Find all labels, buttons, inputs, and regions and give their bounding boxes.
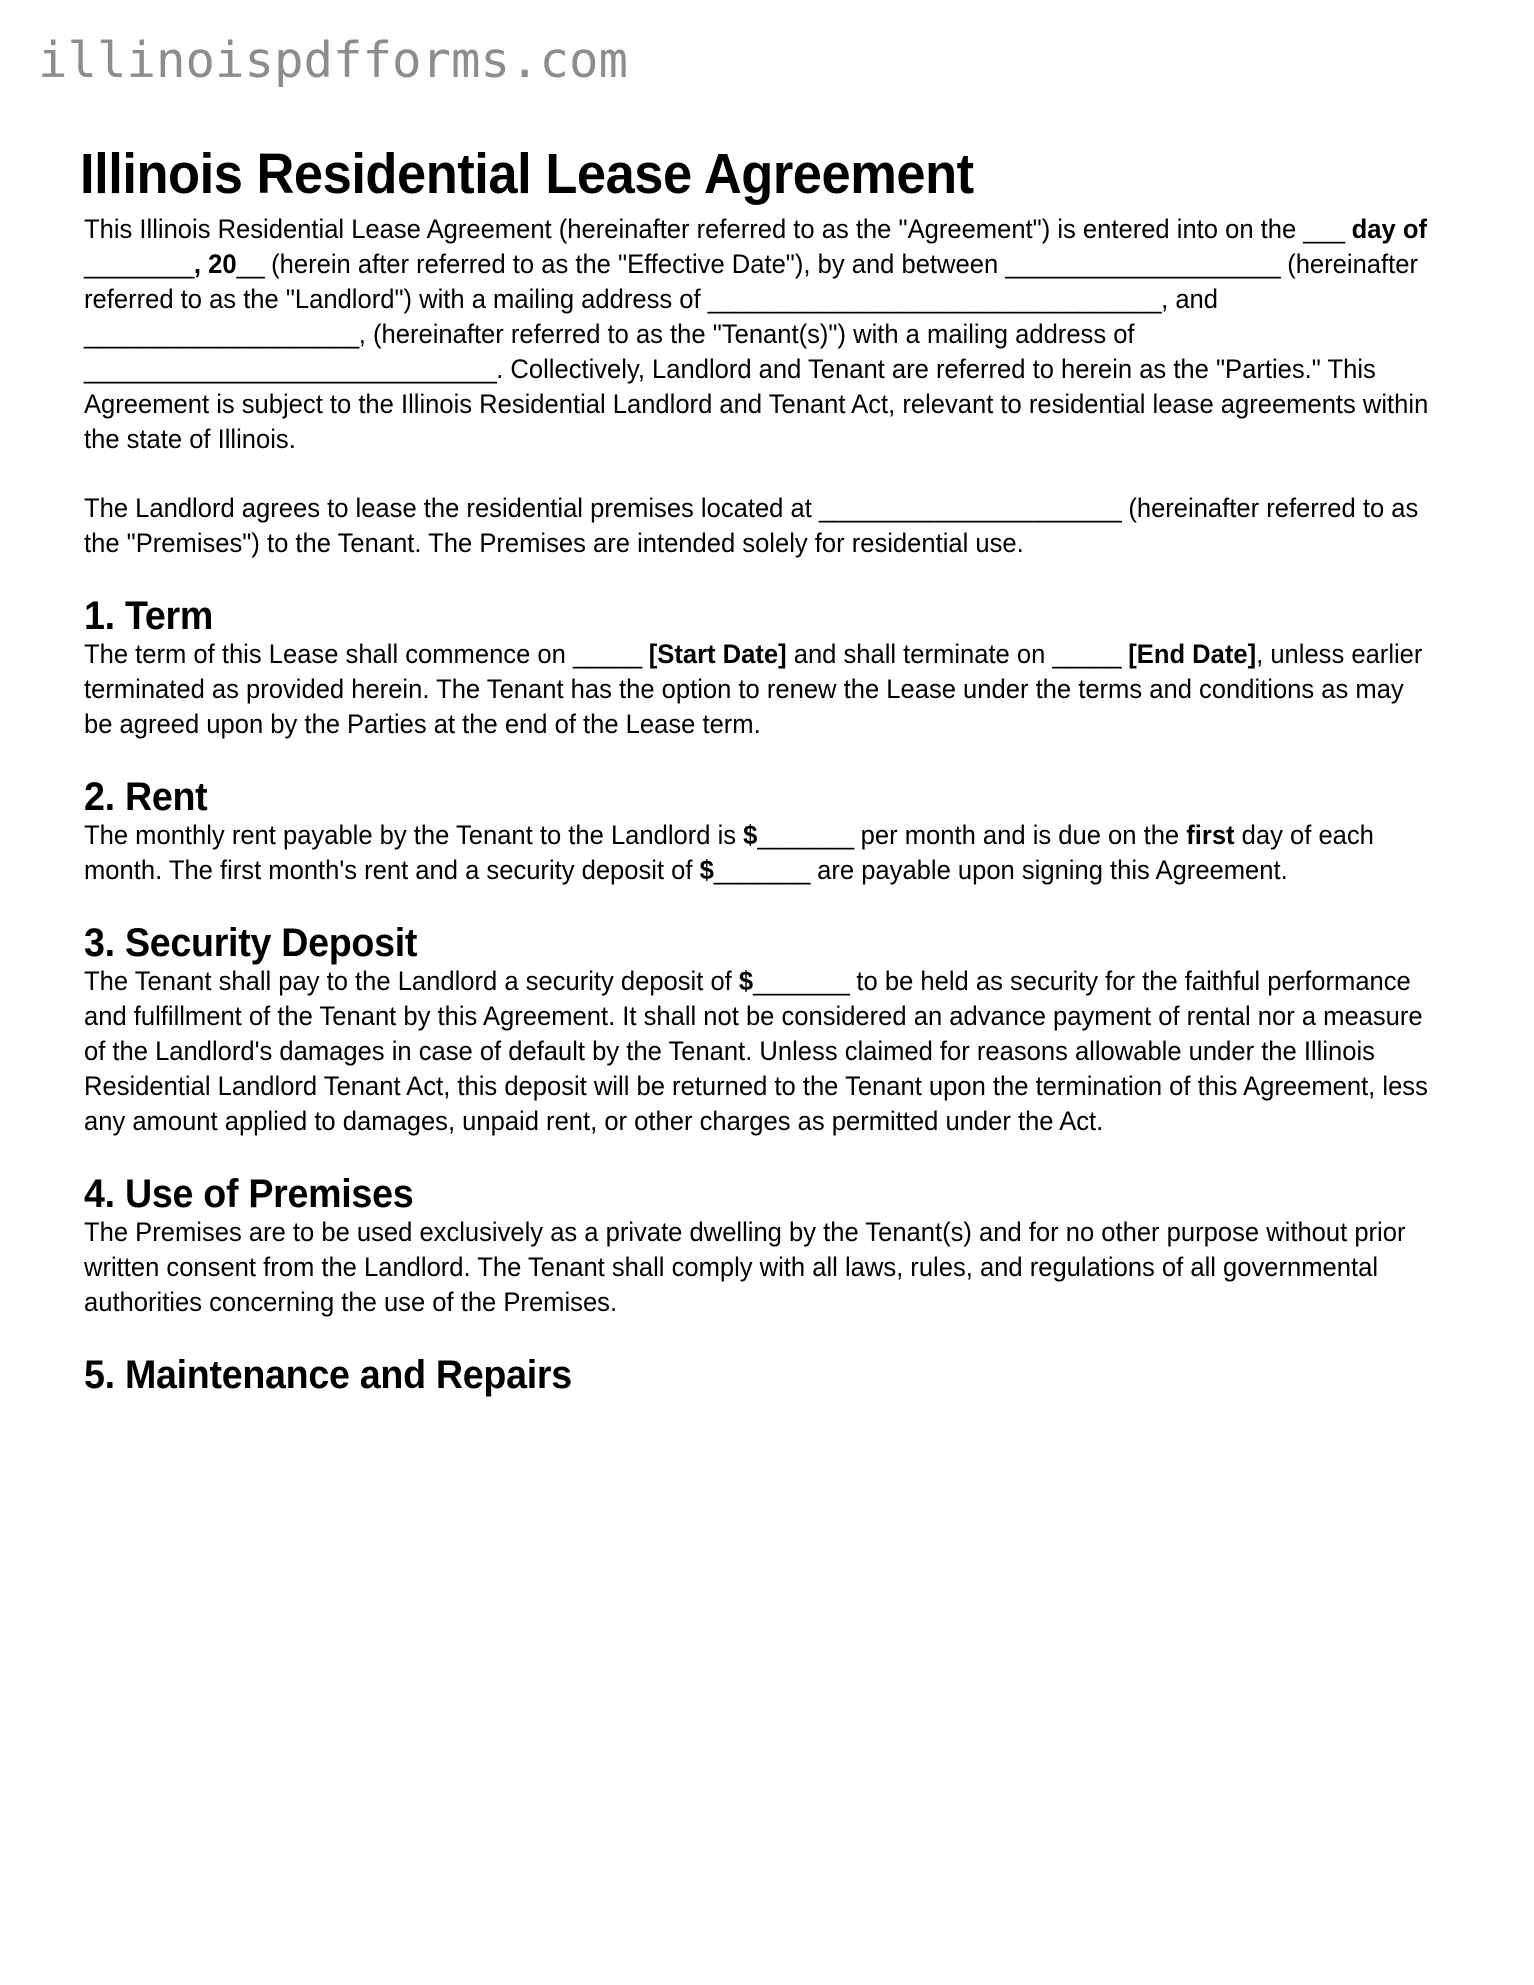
- intro-paragraph-1: [84, 212, 1430, 457]
- blank-day[interactable]: ___: [1303, 214, 1345, 244]
- currency-symbol-deposit: $: [699, 855, 714, 885]
- blank-premises-address[interactable]: ______________________: [818, 493, 1122, 523]
- sd-text-a: The Tenant shall pay to the Landlord a security deposit of: [84, 966, 739, 996]
- term-text-e: , unless earlier terminated as provided herein. The Tenant has the option to renew the Lease under the terms and conditions as may be agreed upon by the Parties at the end of the Lease term.: [84, 639, 1423, 739]
- premises-text-b: (hereinafter referred to as the "Premises") to the Tenant. The Premises are intended solely for residential use.: [84, 493, 1419, 558]
- blank-landlord-name[interactable]: ____________________: [1005, 249, 1281, 279]
- blank-security-deposit[interactable]: _______: [753, 966, 850, 996]
- term-text-a: The term of this Lease shall commence on: [84, 639, 573, 669]
- rent-text-c: day of each month. The first month's rent and a security deposit of: [84, 820, 1374, 885]
- blank-monthly-rent[interactable]: _______: [757, 820, 854, 850]
- section-heading-use-of-premises: 4. Use of Premises: [84, 1172, 414, 1216]
- intro-text-d: (herein after referred to as the "Effective Date"), by and between: [264, 249, 1006, 279]
- section-heading-term: 1. Term: [84, 594, 213, 638]
- section-body-term: [84, 637, 1430, 742]
- blank-tenant-name[interactable]: ____________________: [84, 319, 359, 349]
- label-first: first: [1186, 820, 1235, 850]
- intro-text-f: , and: [1161, 284, 1219, 314]
- section-body-security-deposit: [84, 964, 1430, 1139]
- section-heading-security-deposit: 3. Security Deposit: [84, 921, 418, 965]
- site-watermark: illinoispdfforms.com: [38, 32, 629, 89]
- rent-text-d: are payable upon signing this Agreement.: [810, 855, 1288, 885]
- term-text-c: and shall terminate on: [786, 639, 1053, 669]
- sd-text-b: to be held as security for the faithful performance and fulfillment of the Tenant by this Agreement. It shall not be considered an advance payment of rental nor a measure of the Landlord's damages in case of default by the Tenant. Unless claimed for reasons allowable under the Illinois Residential Landlord Tenant Act, this deposit will be returned to the Tenant upon the termination of this Agreement, less any amount applied to damages, unpaid rent, or other charges as permitted under the Act.: [84, 966, 1428, 1136]
- section-body-rent: [84, 818, 1430, 888]
- section-body-use-of-premises: The Premises are to be used exclusively as a private dwelling by the Tenant(s) and for no other purpose without prior written consent from the Landlord. The Tenant shall comply with all laws, rules, and regulations of all governmental authorities concerning the use of the Premises.: [84, 1217, 1406, 1317]
- document-body: [84, 212, 1444, 1396]
- section-use-of-premises: [84, 1173, 1444, 1320]
- intro-text-e: (hereinafter referred to as the "Landlord") with a mailing address of: [84, 249, 1418, 314]
- section-security-deposit: [84, 922, 1444, 1139]
- blank-landlord-address[interactable]: _________________________________: [707, 284, 1162, 314]
- section-heading-maintenance-and-repairs: 5. Maintenance and Repairs: [84, 1353, 572, 1397]
- rent-text-a: The monthly rent payable by the Tenant to the Landlord is: [84, 820, 744, 850]
- currency-symbol-rent: $: [743, 820, 758, 850]
- intro-text-h: . Collectively, Landlord and Tenant are referred to herein as the "Parties." This Agreement is subject to the Illinois Residential Landlord and Tenant Act, relevant to residential lease agreements within the state of Illinois.: [84, 354, 1429, 454]
- blank-year[interactable]: __: [236, 249, 265, 279]
- section-heading-rent: 2. Rent: [84, 775, 208, 819]
- label-year-prefix: , 20: [193, 249, 237, 279]
- blank-deposit-amount[interactable]: _______: [713, 855, 811, 885]
- premises-text-a: The Landlord agrees to lease the residential premises located at: [84, 493, 819, 523]
- currency-symbol-security-deposit: $: [738, 966, 754, 996]
- blank-tenant-address[interactable]: ______________________________: [84, 354, 497, 384]
- intro-text-g: , (hereinafter referred to as the "Tenant(s)") with a mailing address of: [358, 319, 1135, 349]
- blank-start-date[interactable]: _____: [572, 639, 642, 669]
- section-maintenance-and-repairs: [84, 1354, 1444, 1396]
- label-day-of: day of: [1351, 214, 1427, 244]
- label-end-date: [End Date]: [1128, 639, 1257, 669]
- intro-paragraph-2: [84, 491, 1430, 561]
- intro-text-b: [1345, 214, 1352, 244]
- section-term: [84, 595, 1444, 742]
- blank-end-date[interactable]: _____: [1052, 639, 1122, 669]
- blank-month[interactable]: ________: [84, 249, 194, 279]
- page-title: Illinois Residential Lease Agreement: [80, 142, 974, 207]
- label-start-date: [Start Date]: [648, 639, 787, 669]
- intro-text-a: This Illinois Residential Lease Agreement (hereinafter referred to as the "Agreement") is entered into on the: [84, 214, 1304, 244]
- rent-text-b: per month and is due on the: [853, 820, 1187, 850]
- section-rent: [84, 776, 1444, 888]
